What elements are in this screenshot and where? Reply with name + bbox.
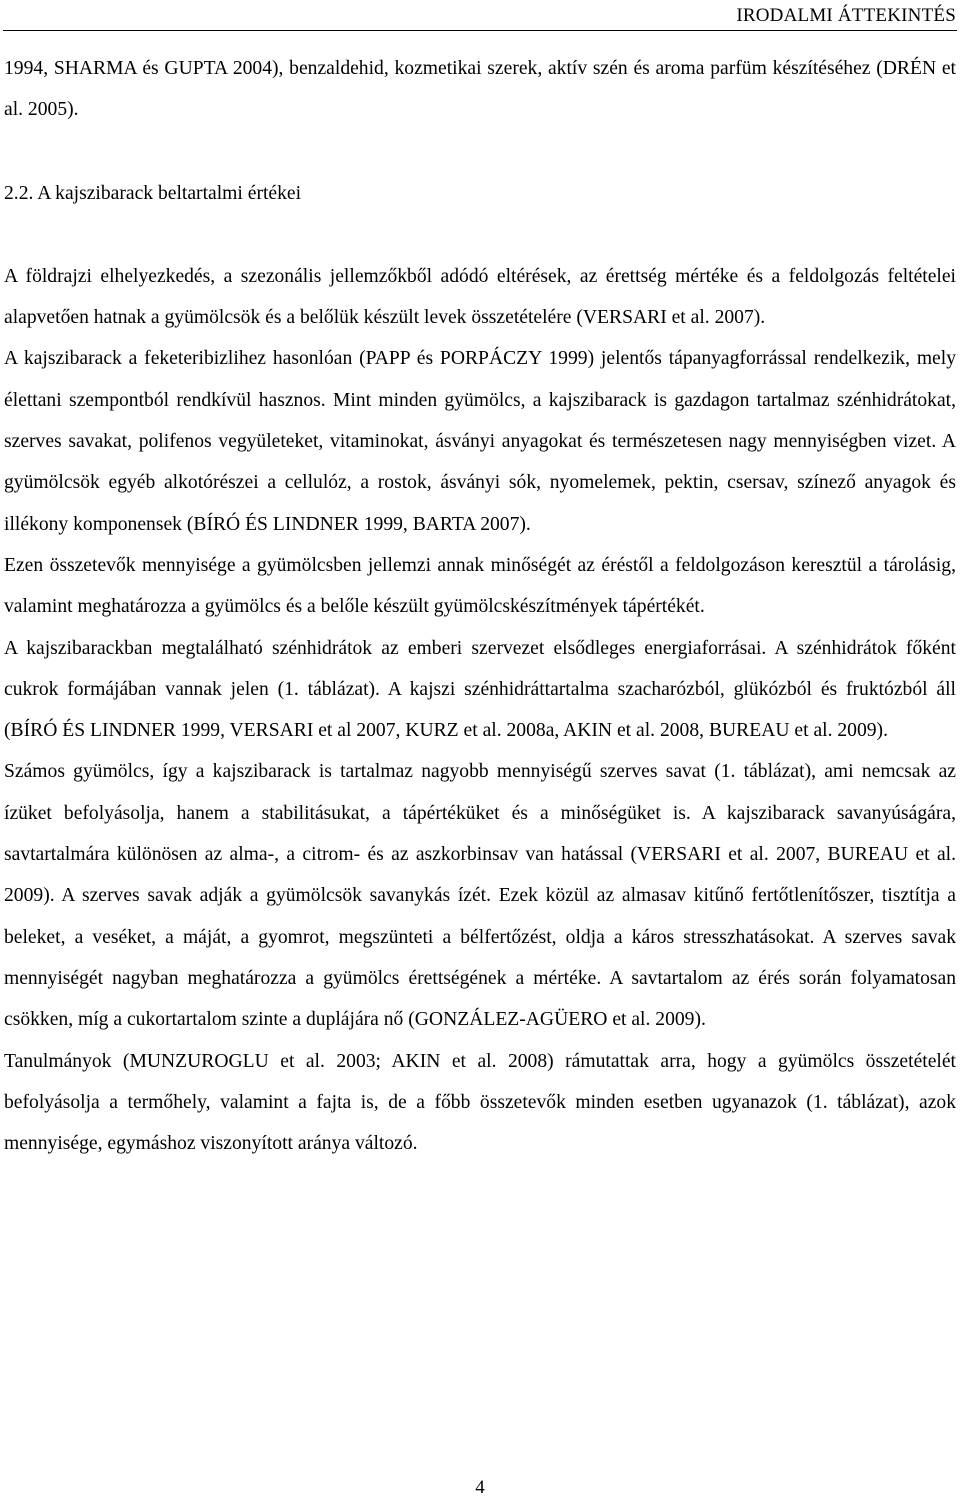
paragraph-4: A kajszibarackban megtalálható szénhidrátok az emberi szervezet elsődleges energiaforrásai. A szénhidrátok főként cukrok formájában vannak jelen (1. táblázat). A kajszi szénhidráttartalma szacharózból, glükózból és fruktózból áll (BÍRÓ ÉS LINDNER 1999, VERSARI et al 2007, KURZ et al. 2008a, AKIN et al. 2008, BUREAU et al. 2009). (4, 637, 956, 742)
section-heading: 2.2. A kajszibarack beltartalmi értékei (4, 182, 302, 204)
page-number: 4 (475, 1477, 485, 1498)
paragraph-5: Számos gyümölcs, így a kajszibarack is tartalmaz nagyobb mennyiségű szerves savat (1. táblázat), ami nemcsak az ízüket befolyásolja, hanem a stabilitásukat, a tápértéküket és a minőségüket is. A kajszibarack savanyúságára, savtartalmára különösen az alma-, a citrom- és az aszkorbinsav van hatással (VERSARI et al. 2007, BUREAU et al. 2009). A szerves savak adják a gyümölcsök savanykás ízét. Ezek közül az almasav kitűnő fertőtlenítőszer, tisztítja a beleket, a veséket, a máját, a gyomrot, megszünteti a bélfertőzést, oldja a káros stresszhatásokat. A szerves savak mennyiségét nagyban meghatározza a gyümölcs érettségének a mértéke. A savtartalom az érés során folyamatosan csökken, míg a cukortartalom szinte a duplájára nő (GONZÁLEZ-AGÜERO et al. 2009). (4, 761, 956, 1031)
paragraph-6: Tanulmányok (MUNZUROGLU et al. 2003; AKIN et al. 2008) rámutattak arra, hogy a gyümölcs összetételét befolyásolja a termőhely, valamint a fajta is, de a főbb összetevők minden esetben ugyanazok (1. táblázat), azok mennyisége, egymáshoz viszonyított aránya változó. (4, 1050, 956, 1155)
paragraph-3: Ezen összetevők mennyisége a gyümölcsben jellemzi annak minőségét az éréstől a feldolgozáson keresztül a tárolásig, valamint meghatározza a gyümölcs és a belőle készült gyümölcskészítmények tápértékét. (4, 554, 956, 618)
intro-paragraph: 1994, SHARMA és GUPTA 2004), benzaldehid, kozmetikai szerek, aktív szén és aroma parfüm készítéséhez (DRÉN et al. 2005). (4, 58, 956, 121)
header-rule (3, 30, 957, 31)
paragraph-1: A földrajzi elhelyezkedés, a szezonális jellemzőkből adódó eltérések, az érettség mértéke és a feldolgozás feltételei alapvetően hatnak a gyümölcsök és a belőlük készült levek összetételére (VERSARI et al. 2007). (4, 265, 956, 329)
page-body (4, 48, 956, 1164)
paragraph-2: A kajszibarack a feketeribizlihez hasonlóan (PAPP és PORPÁCZY 1999) jelentős tápanyagforrással rendelkezik, mely élettani szempontból rendkívül hasznos. Mint minden gyümölcs, a kajszibarack is gazdagon tartalmaz szénhidrátokat, szerves savakat, polifenos vegyületeket, vitaminokat, ásványi anyagokat és természetesen nagy mennyiségben vizet. A gyümölcsök egyéb alkotórészei a cellulóz, a rostok, ásványi sók, nyomelemek, pektin, csersav, színező anyagok és illékony komponensek (BÍRÓ ÉS LINDNER 1999, BARTA 2007). (4, 348, 956, 535)
running-header: IRODALMI ÁTTEKINTÉS (736, 5, 956, 26)
